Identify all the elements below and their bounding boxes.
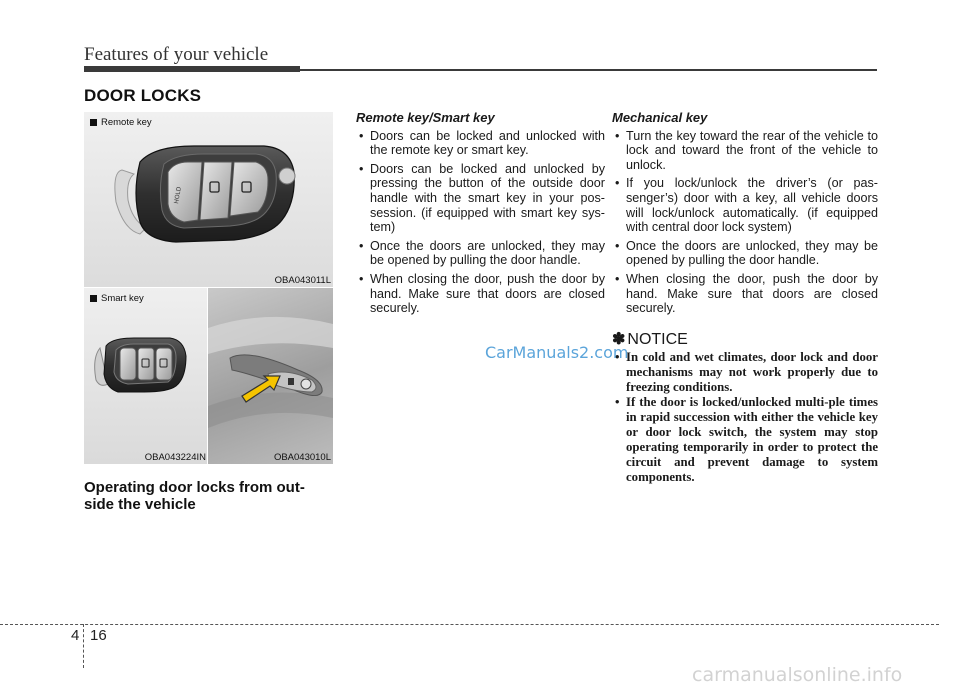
list-item: • When closing the door, push the door by hand. Make sure that doors are closed securely. — [612, 272, 878, 316]
list-item: • In cold and wet climates, door lock and door mechanisms may not work properly due to freezing conditions. — [612, 350, 878, 395]
watermark-link[interactable]: CarManuals2.com — [485, 343, 629, 362]
page-number: 16 — [90, 627, 107, 644]
notice-heading — [612, 330, 878, 348]
chapter-number: 4 — [71, 627, 80, 644]
remote-key-code: OBA043011L — [274, 275, 331, 286]
list-item: • Turn the key toward the rear of the vehicle to lock and toward the front of the vehicle to unlock. — [612, 129, 878, 173]
list-item: • Once the doors are unlocked, they may be opened by pulling the door handle. — [356, 239, 605, 268]
mechanical-key-section — [612, 111, 878, 485]
operating-heading: Operating door locks from out-side the vehicle — [84, 479, 305, 513]
remote-key-figure — [84, 112, 333, 287]
smart-key-code: OBA043224IN — [144, 452, 206, 463]
smart-key-caption: Smart key — [90, 293, 144, 304]
mechanical-key-list — [612, 129, 878, 316]
figure-divider — [207, 288, 208, 464]
list-item: • Once the doors are unlocked, they may be opened by pulling the door handle. — [612, 239, 878, 268]
list-item: • Doors can be locked and unlocked with the remote key or smart key. — [356, 129, 605, 158]
smart-key-figure — [84, 288, 208, 464]
footer-divider — [83, 624, 84, 668]
list-item: • If you lock/unlock the driver’s (or pas-senger’s) door with a key, all vehicle doors will lock/unlock automatically. (if equipped with central door lock system) — [612, 176, 878, 234]
notice-star-icon: ✽ — [612, 330, 626, 348]
figure-divider — [84, 287, 333, 288]
list-item: • Doors can be locked and unlocked by pressing the button of the outside door handle with the smart key in your pos-session. (if equipped with smart key sys-tem) — [356, 162, 605, 235]
door-handle-figure — [208, 288, 333, 464]
remote-key-illustration — [84, 112, 333, 287]
door-handle-code: OBA043010L — [273, 452, 331, 463]
running-header: Features of your vehicle — [84, 44, 269, 65]
door-handle-illustration — [208, 288, 333, 464]
footer-rule — [0, 624, 939, 625]
header-rule — [300, 69, 877, 71]
header-bar — [84, 66, 300, 72]
section-title: DOOR LOCKS — [84, 86, 202, 105]
hold-text: HOLD — [173, 186, 183, 205]
site-watermark: carmanualsonline.info — [692, 664, 903, 686]
list-item: • If the door is locked/unlocked multi-ple times in rapid succession with either the vehicle key or door lock switch, the system may stop operating temporarily in order to protect the circuit and prevent damage to system components. — [612, 395, 878, 485]
smart-key-illustration — [84, 288, 208, 464]
remote-key-caption: Remote key — [90, 117, 152, 128]
list-item: • When closing the door, push the door by hand. Make sure that doors are closed securely. — [356, 272, 605, 316]
notice-title: NOTICE — [627, 330, 688, 348]
remote-key-section — [356, 111, 605, 320]
remote-key-list — [356, 129, 605, 316]
mechanical-key-title: Mechanical key — [612, 110, 708, 125]
notice-list — [612, 350, 878, 485]
remote-key-title: Remote key/Smart key — [356, 110, 495, 125]
